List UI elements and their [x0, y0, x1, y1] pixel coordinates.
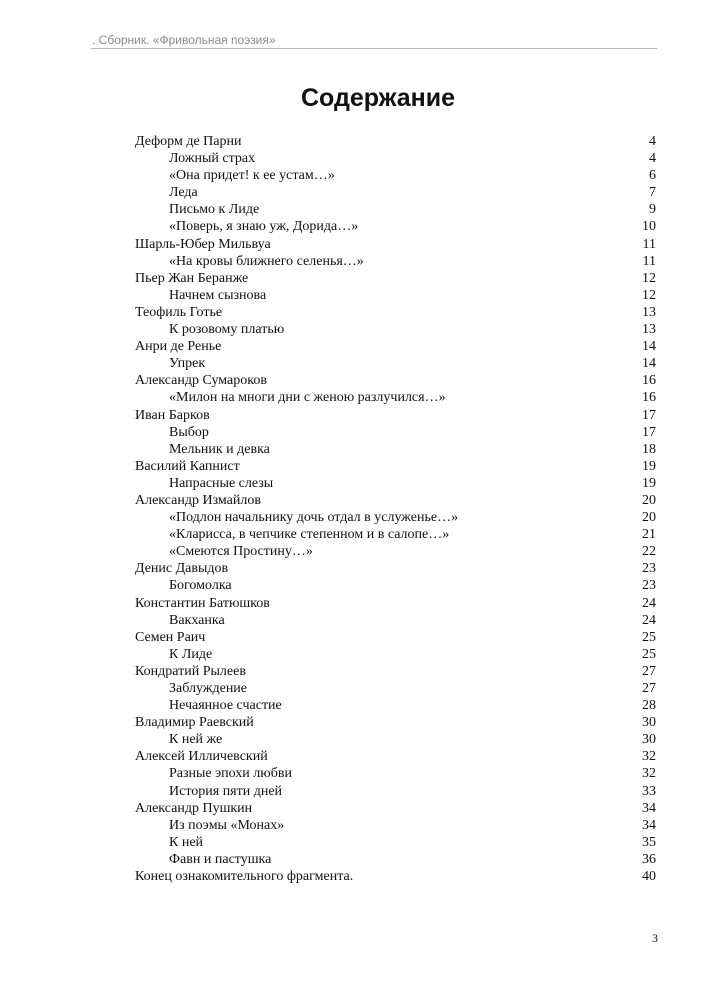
toc-entry-label: «Поверь, я знаю уж, Дорида…»	[169, 219, 359, 235]
toc-entry-title[interactable]	[135, 765, 656, 782]
toc-entry-page: 35	[642, 834, 656, 850]
toc-entry-title[interactable]	[135, 612, 656, 629]
toc-entry-page: 23	[642, 578, 656, 594]
toc-entry-label: «Смеются Простину…»	[169, 544, 313, 560]
toc-entry-page: 14	[642, 339, 656, 355]
toc-entry-author[interactable]	[135, 372, 656, 389]
toc-entry-author[interactable]	[135, 595, 656, 612]
toc-entry-title[interactable]	[135, 287, 656, 304]
toc-entry-page: 33	[642, 783, 656, 799]
toc-entry-page: 24	[642, 595, 656, 611]
toc-entry-author[interactable]	[135, 629, 656, 646]
toc-entry-page: 23	[642, 561, 656, 577]
toc-entry-title[interactable]	[135, 150, 656, 167]
toc-entry-title[interactable]	[135, 526, 656, 543]
toc-entry-label: Александр Сумароков	[135, 373, 267, 389]
toc-entry-label: Владимир Раевский	[135, 715, 254, 731]
toc-entry-label: Мельник и девка	[169, 441, 270, 457]
toc-entry-title[interactable]	[135, 697, 656, 714]
toc-entry-page: 19	[642, 475, 656, 491]
toc-entry-label: Анри де Ренье	[135, 339, 222, 355]
toc-entry-label: Василий Капнист	[135, 458, 240, 474]
toc-entry-page: 13	[642, 304, 656, 320]
toc-entry-page: 28	[642, 698, 656, 714]
toc-entry-page: 21	[642, 527, 656, 543]
page-title: Содержание	[300, 84, 456, 112]
toc-entry-title[interactable]	[135, 321, 656, 338]
toc-entry-page: 11	[642, 253, 656, 269]
toc-entry-label: Вакханка	[169, 612, 225, 628]
toc-entry-label: Письмо к Лиде	[169, 202, 260, 218]
toc-entry-title[interactable]	[135, 475, 656, 492]
toc-entry-page: 17	[642, 424, 656, 440]
toc-entry-page: 34	[642, 800, 656, 816]
toc-entry-page: 11	[642, 236, 656, 252]
toc-entry-title[interactable]	[135, 817, 656, 834]
toc-entry-page: 36	[642, 851, 656, 867]
toc-entry-label: Заблуждение	[169, 681, 248, 696]
toc-entry-title[interactable]	[135, 167, 656, 184]
toc-entry-title[interactable]	[135, 509, 656, 526]
toc-entry-title[interactable]	[135, 577, 656, 594]
toc-entry-page: 27	[642, 681, 656, 696]
toc-entry-label: Разные эпохи любви	[169, 766, 292, 782]
toc-entry-label: Фавн и пастушка	[169, 851, 272, 867]
toc-entry-label: Александр Пушкин	[135, 800, 253, 816]
toc-entry-title[interactable]	[135, 355, 656, 372]
toc-entry-title[interactable]	[135, 424, 656, 441]
toc-entry-label: Выбор	[169, 424, 209, 440]
toc-entry-label: Теофиль Готье	[135, 304, 223, 320]
toc-entry-title[interactable]	[135, 441, 656, 458]
toc-entry-page: 34	[642, 817, 656, 833]
toc-entry-title[interactable]	[135, 731, 656, 748]
toc-entry-page: 32	[642, 749, 656, 765]
toc-entry-page: 25	[642, 646, 656, 662]
toc-entry-page: 19	[642, 458, 656, 474]
toc-entry-author[interactable]	[135, 714, 656, 731]
toc-entry-author[interactable]	[135, 748, 656, 765]
toc-entry-page: 10	[642, 219, 656, 235]
toc-entry-label: Ложный страх	[169, 151, 256, 167]
toc-entry-label: «Кларисса, в чепчике степенном и в салопе…»	[169, 527, 450, 543]
toc-entry-page: 4	[649, 134, 656, 149]
toc-entry-label: Константин Батюшков	[135, 595, 270, 611]
toc-entry-page: 40	[642, 869, 656, 885]
toc-entry-page: 17	[642, 407, 656, 423]
toc-entry-author[interactable]	[135, 338, 656, 355]
toc-entry-author[interactable]	[135, 560, 656, 577]
toc-entry-label: Из поэмы «Монах»	[169, 817, 285, 833]
toc-entry-label: Упрек	[169, 356, 206, 372]
toc-entry-label: Алексей Илличевский	[135, 749, 268, 765]
toc-entry-label: К ней же	[169, 732, 223, 748]
toc-entry-title[interactable]	[135, 834, 656, 851]
toc-entry-page: 16	[642, 373, 656, 389]
header-divider	[91, 48, 657, 49]
toc-entry-page: 30	[642, 732, 656, 748]
toc-entry-label: Денис Давыдов	[135, 561, 229, 577]
toc-entry-label: Александр Измайлов	[135, 492, 261, 508]
toc-entry-title[interactable]	[135, 201, 656, 218]
toc-entry-page: 25	[642, 629, 656, 645]
toc-entry-label: Богомолка	[169, 578, 232, 594]
toc-entry-label: Конец ознакомительного фрагмента.	[135, 869, 354, 885]
toc-entry-author[interactable]	[135, 663, 656, 680]
toc-entry-page: 32	[642, 766, 656, 782]
toc-entry-author[interactable]	[135, 236, 656, 253]
toc-entry-page: 22	[642, 544, 656, 560]
toc-entry-label: Напрасные слезы	[169, 475, 274, 491]
toc-entry-title[interactable]	[135, 680, 656, 697]
table-of-contents	[135, 133, 656, 885]
toc-entry-label: Деформ де Парни	[135, 134, 242, 149]
toc-entry-label: Иван Барков	[135, 407, 210, 423]
toc-entry-page: 27	[642, 663, 656, 679]
toc-entry-label: Кондратий Рылеев	[135, 663, 246, 679]
toc-entry-author[interactable]	[135, 270, 656, 287]
toc-entry-author[interactable]	[135, 133, 656, 150]
toc-entry-page: 4	[649, 151, 656, 167]
toc-entry-title[interactable]	[135, 253, 656, 270]
toc-entry-page: 16	[642, 390, 656, 406]
toc-entry-label: «Она придет! к ее устам…»	[169, 168, 335, 184]
toc-entry-page: 14	[642, 356, 656, 372]
toc-entry-author[interactable]	[135, 458, 656, 475]
toc-entry-label: Леда	[169, 185, 198, 201]
running-header: . Сборник. «Фривольная поэзия»	[92, 33, 276, 47]
toc-entry-page: 7	[649, 185, 656, 201]
toc-entry-author[interactable]	[135, 800, 656, 817]
toc-entry-author[interactable]	[135, 492, 656, 509]
toc-entry-page: 6	[649, 168, 656, 184]
toc-entry-title[interactable]	[135, 184, 656, 201]
toc-entry-page: 12	[642, 270, 656, 286]
toc-entry-page: 24	[642, 612, 656, 628]
toc-entry-page: 13	[642, 322, 656, 338]
toc-entry-label: «Милон на многи дни с женою разлучился…»	[169, 390, 446, 406]
toc-entry-page: 18	[642, 441, 656, 457]
toc-entry-author[interactable]	[135, 407, 656, 424]
toc-entry-author[interactable]	[135, 304, 656, 321]
toc-entry-page: 9	[649, 202, 656, 218]
toc-entry-label: Шарль-Юбер Мильвуа	[135, 236, 271, 252]
toc-entry-label: Семен Раич	[135, 629, 206, 645]
toc-entry-label: К Лиде	[169, 646, 213, 662]
toc-entry-label: Нечаянное счастие	[169, 698, 282, 714]
toc-entry-label: «На кровы ближнего селенья…»	[169, 253, 364, 269]
toc-entry-label: «Подлон начальнику дочь отдал в услуженье…»	[169, 510, 459, 526]
toc-entry-page: 20	[642, 492, 656, 508]
toc-entry-title[interactable]	[135, 218, 656, 235]
toc-entry-title[interactable]	[135, 646, 656, 663]
toc-entry-label: Начнем сызнова	[169, 287, 267, 303]
toc-entry-page: 20	[642, 510, 656, 526]
toc-entry-title[interactable]	[135, 543, 656, 560]
page-number: 3	[652, 931, 658, 945]
toc-entry-label: К розовому платью	[169, 322, 285, 338]
toc-entry-page: 12	[642, 287, 656, 303]
toc-entry-page: 30	[642, 715, 656, 731]
toc-entry-title[interactable]	[135, 783, 656, 800]
toc-entry-label: История пяти дней	[169, 783, 283, 799]
toc-entry-author[interactable]	[135, 868, 656, 885]
toc-entry-title[interactable]	[135, 851, 656, 868]
toc-entry-label: Пьер Жан Беранже	[135, 270, 249, 286]
toc-entry-title[interactable]	[135, 389, 656, 406]
toc-entry-label: К ней	[169, 834, 204, 850]
